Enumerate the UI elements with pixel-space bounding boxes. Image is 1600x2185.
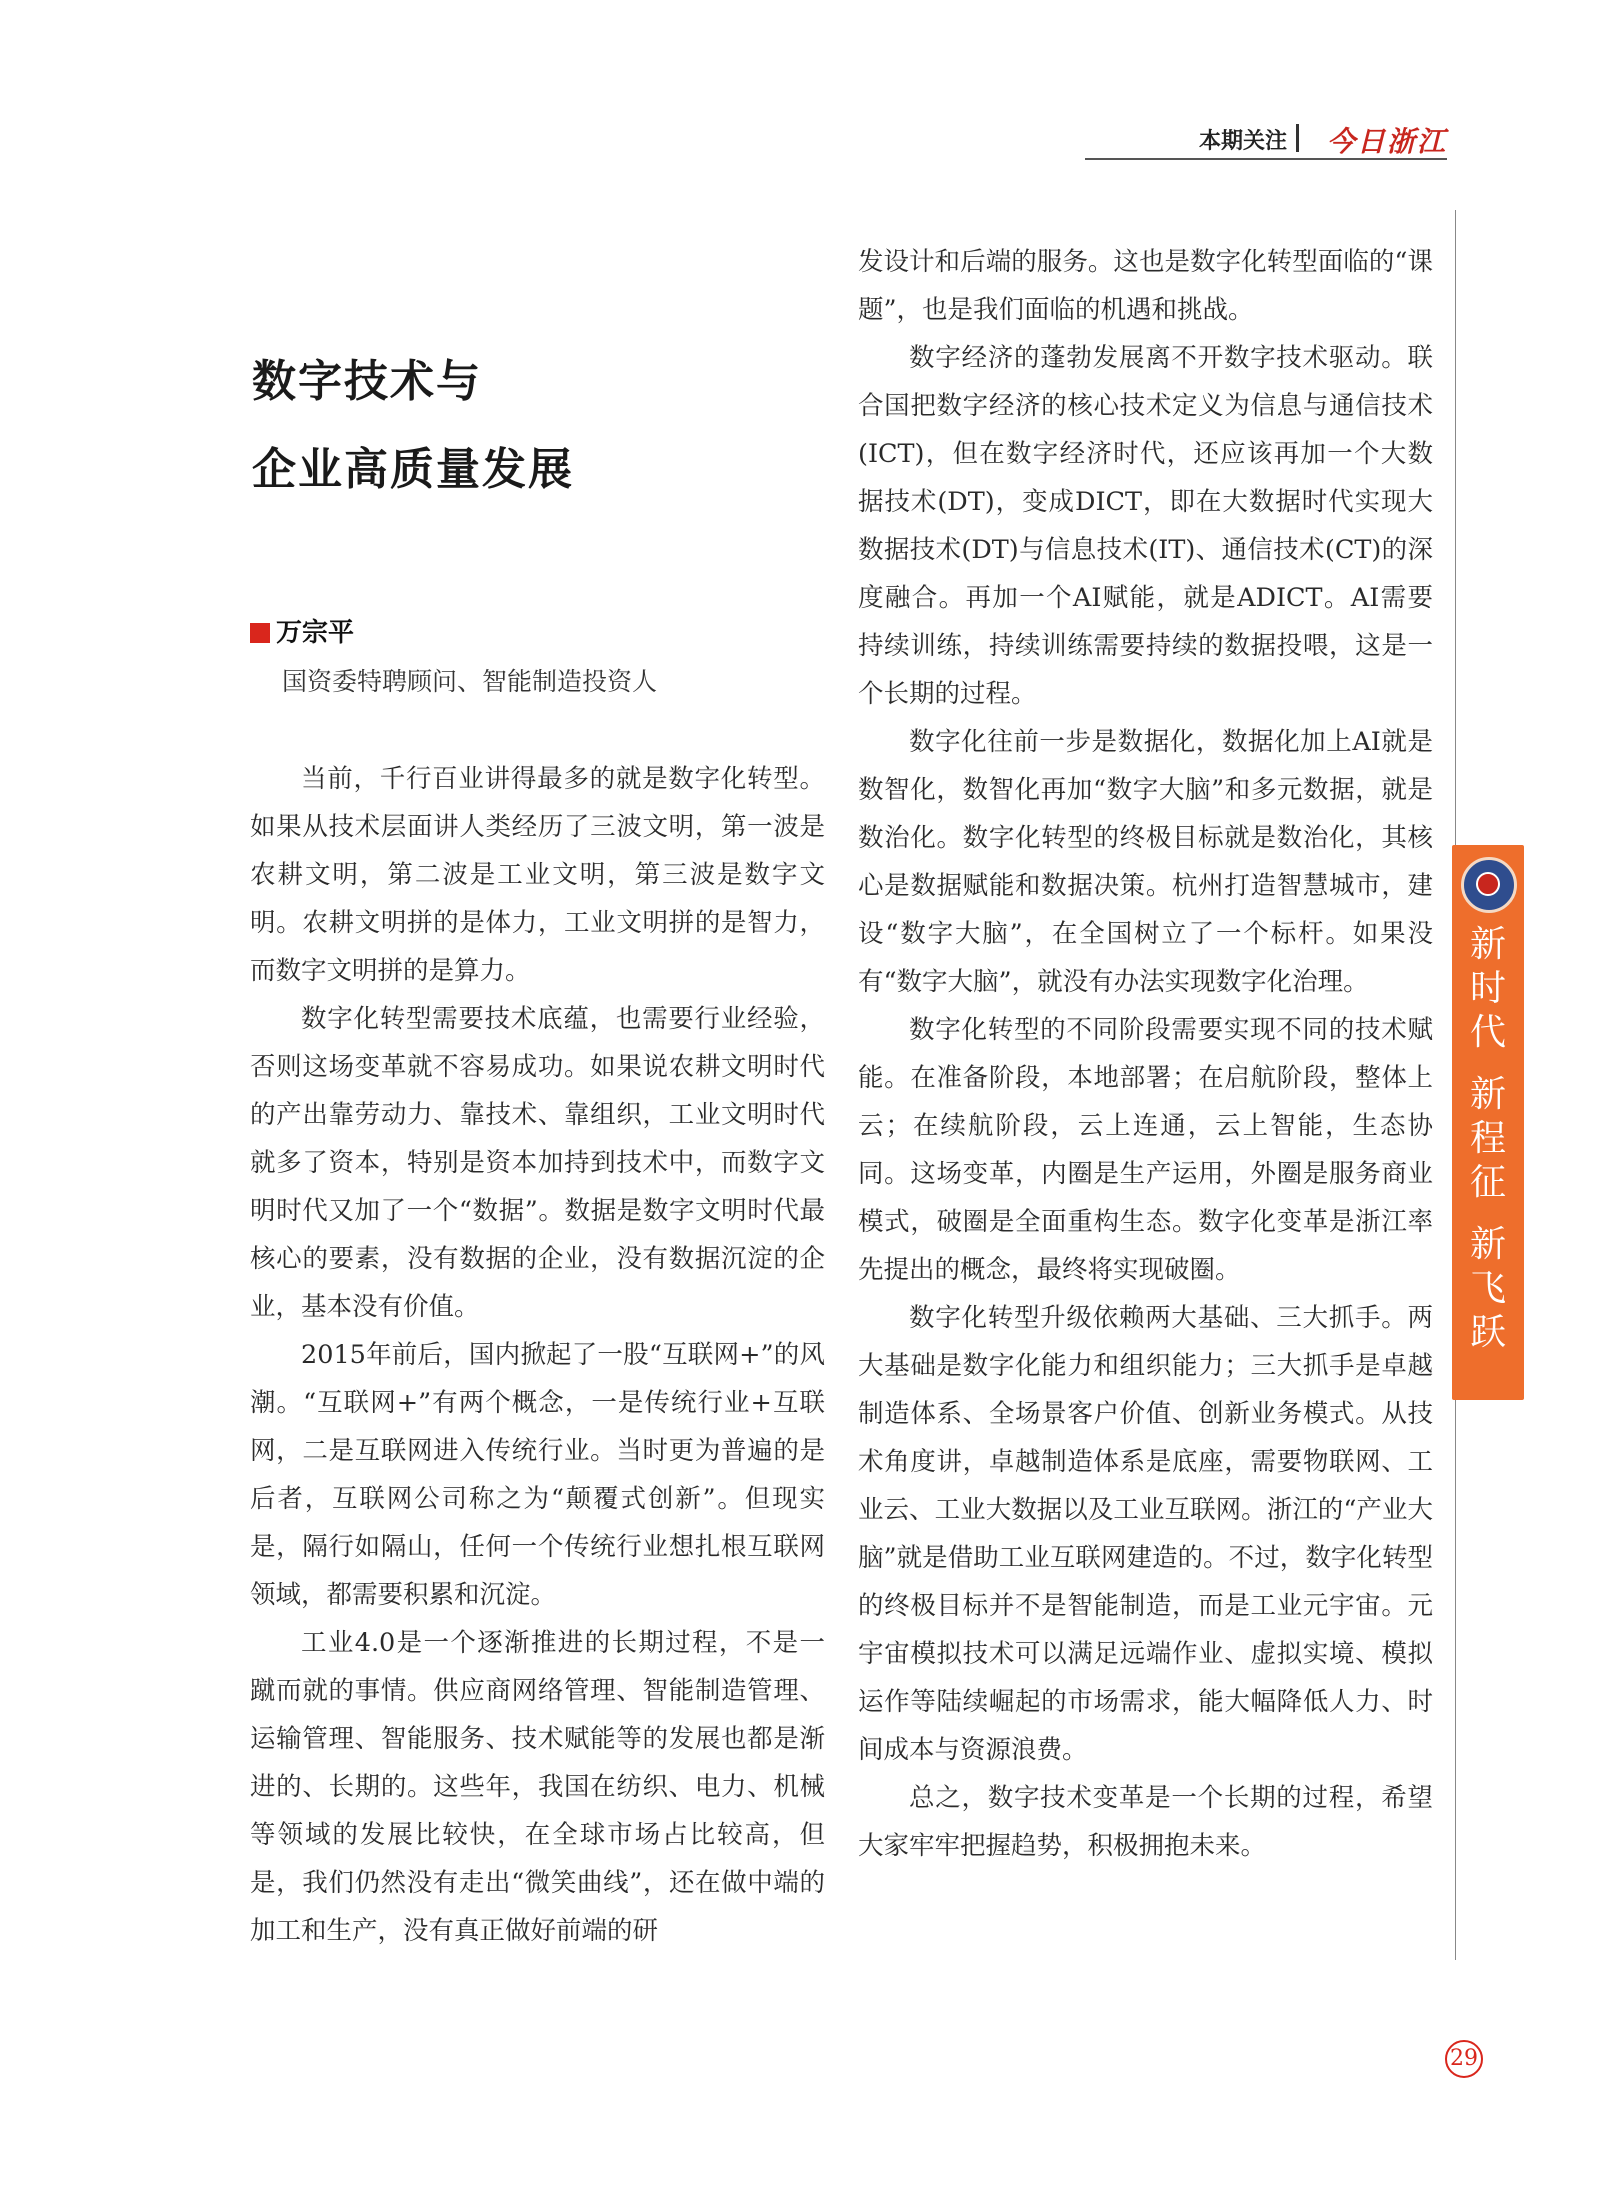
body-paragraph: 数字化转型的不同阶段需要实现不同的技术赋能。在准备阶段，本地部署；在启航阶段，整体上云；在续航阶段，云上连通，云上智能，生态协同。这场变革，内圈是生产运用，外圈是服务商业模式，破圈是全面重构生态。数字化变革是浙江率先提出的概念，最终将实现破圈。: [858, 1015, 1433, 1285]
body-paragraph: 数字化转型需要技术底蕴，也需要行业经验，否则这场变革就不容易成功。如果说农耕文明时代的产出靠劳动力、靠技术、靠组织，工业文明时代就多了资本，特别是资本加持到技术中，而数字文明时代又加了一个“数据”。数据是数字文明时代最核心的要素，没有数据的企业，没有数据沉淀的企业，基本没有价值。: [250, 1004, 825, 1322]
magazine-logo: 今日浙江: [1326, 125, 1447, 158]
body-paragraph: 数字经济的蓬勃发展离不开数字技术驱动。联合国把数字经济的核心技术定义为信息与通信技术(ICT)，但在数字经济时代，还应该再加一个大数据技术(DT)，变成DICT，即在大数据时代实现大数据技术(DT)与信息技术(IT)、通信技术(CT)的深度融合。再加一个AI赋能，就是ADICT。AI需要持续训练，持续训练需要持续的数据投喂，这是一个长期的过程。: [858, 343, 1433, 709]
body-paragraph-continued: 发设计和后端的服务。这也是数字化转型面临的“课题”，也是我们面临的机遇和挑战。: [858, 247, 1433, 325]
body-paragraph: 2015年前后，国内掀起了一股“互联网+”的风潮。“互联网+”有两个概念，一是传统行业+互联网，二是互联网进入传统行业。当时更为普遍的是后者，互联网公司称之为“颠覆式创新”。但现实是，隔行如隔山，任何一个传统行业想扎根互联网领域，都需要积累和沉淀。: [250, 1340, 825, 1610]
body-paragraph: 数字化往前一步是数据化，数据化加上AI就是数智化，数智化再加“数字大脑”和多元数据，就是数治化。数字化转型的终极目标就是数治化，其核心是数据赋能和数据决策。杭州打造智慧城市，建设“数字大脑”，在全国树立了一个标杆。如果没有“数字大脑”，就没有办法实现数字化治理。: [858, 727, 1433, 997]
header-separator: [1296, 124, 1299, 152]
body-paragraph: 工业4.0是一个逐渐推进的长期过程，不是一蹴而就的事情。供应商网络管理、智能制造管理、运输管理、智能服务、技术赋能等的发展也都是渐进的、长期的。这些年，我国在纺织、电力、机械等领域的发展比较快，在全球市场占比较高，但是，我们仍然没有走出“微笑曲线”，还在做中端的加工和生产，没有真正做好前端的研: [250, 1628, 825, 1946]
slogan-text: [1452, 1223, 1524, 1355]
slogan-char: 程: [1469, 1118, 1506, 1159]
body-paragraph: 数字化转型升级依赖两大基础、三大抓手。两大基础是数字化能力和组织能力；三大抓手是卓越制造体系、全场景客户价值、创新业务模式。从技术角度讲，卓越制造体系是底座，需要物联网、工业云、工业大数据以及工业互联网。浙江的“产业大脑”就是借助工业互联网建造的。不过，数字化转型的终极目标并不是智能制造，而是工业元宇宙。元宇宙模拟技术可以满足远端作业、虚拟实境、模拟运作等陆续崛起的市场需求，能大幅降低人力、时间成本与资源浪费。: [858, 1303, 1433, 1765]
section-label: 本期关注: [1198, 129, 1287, 154]
slogan-char: 飞: [1469, 1268, 1506, 1309]
left-column: [250, 755, 825, 1955]
body-paragraph: 总之，数字技术变革是一个长期的过程，希望大家牢牢把握趋势，积极拥抱未来。: [858, 1783, 1433, 1861]
title-line: 数字技术与: [252, 356, 482, 407]
header-rule: [1085, 158, 1447, 160]
author-marker-icon: [250, 623, 270, 643]
slogan-char: 新: [1469, 1074, 1506, 1115]
emblem-center: [1476, 872, 1500, 896]
slogan-char: 跃: [1469, 1312, 1506, 1353]
emblem-icon: [1461, 857, 1517, 913]
page-number: 29: [1445, 2040, 1483, 2078]
article-title: [252, 338, 752, 514]
slogan-text: [1452, 923, 1524, 1055]
slogan-group: [1452, 923, 1524, 1055]
right-column: [858, 238, 1433, 1870]
slogan-char: 征: [1469, 1162, 1506, 1203]
page-header: [1085, 122, 1447, 160]
slogan-text: [1452, 1073, 1524, 1205]
slogan-group: [1452, 1073, 1524, 1205]
title-line: 企业高质量发展: [252, 444, 574, 495]
slogan-char: 时: [1469, 968, 1506, 1009]
slogan-char: 代: [1469, 1012, 1506, 1053]
body-paragraph: 当前，千行百业讲得最多的就是数字化转型。如果从技术层面讲人类经历了三波文明，第一波是农耕文明，第二波是工业文明，第三波是数字文明。农耕文明拼的是体力，工业文明拼的是智力，而数字文明拼的是算力。: [250, 764, 825, 986]
slogan-sidebar: [1452, 845, 1524, 1400]
slogan-group: [1452, 1223, 1524, 1355]
slogan-char: 新: [1469, 1224, 1506, 1265]
slogan-char: 新: [1469, 924, 1506, 965]
author-line: [250, 612, 354, 649]
author-affiliation: 国资委特聘顾问、智能制造投资人: [282, 667, 658, 696]
author-name: 万宗平: [276, 618, 355, 648]
